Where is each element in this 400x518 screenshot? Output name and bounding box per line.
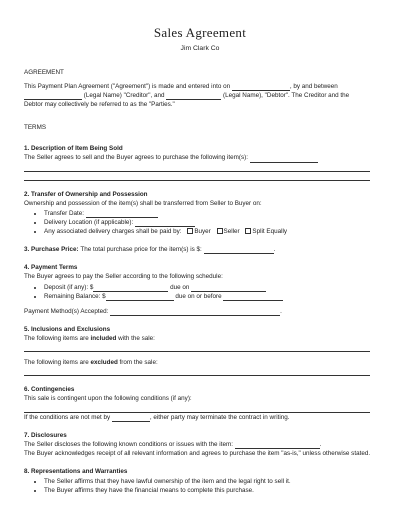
- debtor-name-blank[interactable]: [166, 93, 221, 100]
- purchase-price-blank[interactable]: [204, 247, 274, 254]
- section-2-text: Ownership and possession of the item(s) shall be transferred from Seller to Buyer on:: [24, 199, 262, 207]
- included-text: The following items are included with the sale:: [24, 335, 155, 343]
- excluded-line[interactable]: [24, 367, 370, 376]
- conditions-line[interactable]: [24, 404, 370, 413]
- section-5-heading: 5. Inclusions and Exclusions: [24, 325, 111, 333]
- creditor-name-blank[interactable]: [24, 93, 82, 100]
- section-7-heading: 7. Disclosures: [24, 431, 67, 439]
- deposit-blank[interactable]: [93, 285, 168, 292]
- intro-text-a: This Payment Plan Agreement ("Agreement") is made and entered into on: [24, 82, 231, 90]
- intro-text-b: , by and between: [289, 82, 338, 90]
- section-8-list: [24, 477, 376, 495]
- document-title: Sales Agreement: [153, 25, 247, 40]
- seller-checkbox[interactable]: [217, 228, 223, 234]
- section-2-list: [24, 209, 376, 236]
- split-option-label: Split Equally: [252, 228, 288, 236]
- list-item: • Deposit (if any): $ due on: [44, 283, 376, 292]
- section-6-text: This sale is contingent upon the following conditions (if any):: [24, 395, 192, 403]
- section-2-heading: 2. Transfer of Ownership and Possession: [24, 190, 148, 198]
- deposit-date-blank[interactable]: [191, 285, 266, 292]
- balance-blank[interactable]: [106, 294, 174, 301]
- section-4-heading: 4. Payment Terms: [24, 264, 78, 272]
- list-item: • The Seller affirms that they have lawful ownership of the item and the legal right to sell it.: [44, 477, 376, 486]
- conditions-deadline: If the conditions are not met by , either party may terminate the contract in writing.: [24, 413, 290, 421]
- list-item: • Any associated delivery charges shall be paid by: Buyer Seller Split Equally: [44, 227, 376, 236]
- document-subtitle: Jim Clark Co: [180, 44, 220, 52]
- intro-text-e: Debtor may collectively be referred to as the "Parties.": [24, 101, 175, 109]
- agreement-label: AGREEMENT: [24, 68, 64, 76]
- buyer-checkbox[interactable]: [187, 228, 193, 234]
- section-4-list: [24, 283, 376, 301]
- section-6-heading: 6. Contingencies: [24, 386, 75, 394]
- list-item: • The Buyer affirms they have the financial means to complete this purchase.: [44, 486, 376, 495]
- list-item: • Remaining Balance: $ due on or before: [44, 292, 376, 301]
- section-3-text: The total purchase price for the item(s) is $:: [80, 246, 202, 254]
- date-blank[interactable]: [232, 84, 290, 91]
- list-item: • Transfer Date:: [44, 209, 376, 218]
- delivery-location-blank[interactable]: [135, 220, 195, 227]
- excluded-text: The following items are excluded from the sale:: [24, 359, 158, 367]
- section-4-text: The Buyer agrees to pay the Seller according to the following schedule:: [24, 273, 223, 281]
- payment-method-blank[interactable]: [110, 309, 280, 316]
- intro-text-c: (Legal Name) "Creditor", and: [83, 91, 165, 99]
- section-1-heading: 1. Description of Item Being Sold: [24, 145, 123, 153]
- intro-text-d: (Legal Name), "Debtor". The Creditor and the: [223, 91, 350, 99]
- transfer-date-blank[interactable]: [86, 211, 158, 218]
- included-line[interactable]: [24, 343, 370, 352]
- section-7-text: The Seller discloses the following known conditions or issues with the item: .: [24, 440, 322, 448]
- intro-paragraph: [24, 82, 376, 109]
- conditions-date-blank[interactable]: [112, 415, 150, 422]
- terms-label: TERMS: [24, 124, 47, 132]
- items-blank[interactable]: [250, 156, 318, 163]
- list-item: • Delivery Location (if applicable):: [44, 218, 376, 227]
- section-8-heading: 8. Representations and Warranties: [24, 468, 128, 476]
- balance-date-blank[interactable]: [223, 294, 283, 301]
- section-7-ack: The Buyer acknowledges receipt of all relevant information and agrees to purchase the item "as-is," unless otherwise stated.: [24, 449, 371, 457]
- buyer-option-label: Buyer: [194, 228, 211, 236]
- items-line-2[interactable]: [24, 172, 370, 181]
- items-line-1[interactable]: [24, 163, 370, 172]
- section-3: 3. Purchase Price: The total purchase price for the item(s) is $: .: [24, 246, 276, 254]
- seller-option-label: Seller: [223, 228, 240, 236]
- payment-method: Payment Method(s) Accepted: .: [24, 307, 282, 315]
- split-checkbox[interactable]: [245, 228, 251, 234]
- disclosures-blank[interactable]: [235, 442, 320, 449]
- section-1-text: The Seller agrees to sell and the Buyer agrees to purchase the following item(s):: [24, 153, 376, 162]
- section-3-heading: 3. Purchase Price:: [24, 246, 79, 254]
